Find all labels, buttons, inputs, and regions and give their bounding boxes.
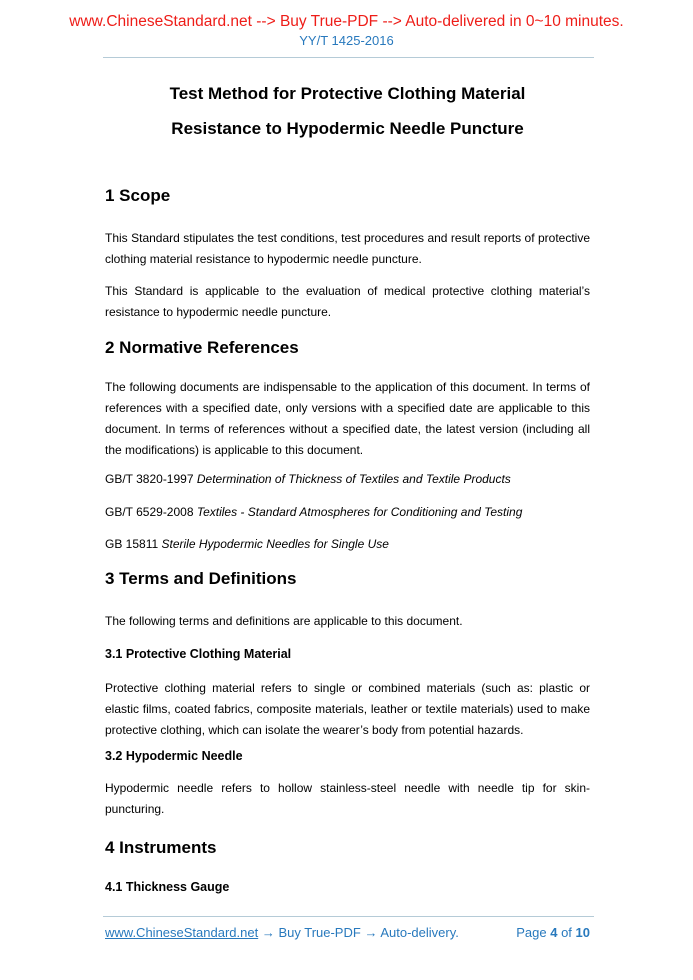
reference-item bbox=[105, 469, 590, 490]
section-2-normative-references-heading: 2 Normative References bbox=[105, 338, 299, 357]
page-indicator bbox=[516, 925, 590, 941]
page-footer bbox=[0, 907, 693, 941]
reference-code: GB 15811 bbox=[105, 537, 159, 551]
arrow-right-icon: → bbox=[364, 925, 378, 940]
scope-paragraph-1: This Standard stipulates the test conditions, test procedures and result reports of protective clothing material resistance to hypodermic needle puncture. bbox=[105, 231, 590, 266]
document-body bbox=[0, 85, 693, 896]
section-3-terms-definitions-heading: 3 Terms and Definitions bbox=[105, 569, 297, 588]
footer-promo bbox=[105, 925, 459, 941]
reference-code: GB/T 6529-2008 bbox=[105, 505, 194, 519]
document-title bbox=[105, 85, 590, 138]
subsection-3-2-body: Hypodermic needle refers to hollow stainless-steel needle with needle tip for skin-puncturing. bbox=[105, 781, 590, 816]
subsection-4-1-heading: 4.1 Thickness Gauge bbox=[105, 880, 230, 894]
reference-title: Sterile Hypodermic Needles for Single Use bbox=[161, 537, 389, 551]
reference-item bbox=[105, 502, 590, 523]
footer-website-link[interactable]: www.ChineseStandard.net bbox=[105, 925, 259, 940]
section-1-scope-heading: 1 Scope bbox=[105, 186, 171, 205]
footer-buy-text: Buy True-PDF bbox=[278, 925, 361, 940]
reference-title: Determination of Thickness of Textiles and Textile Products bbox=[196, 472, 511, 486]
reference-code: GB/T 3820-1997 bbox=[105, 472, 194, 486]
normative-references-paragraph: The following documents are indispensable to the application of this document. In terms of references with a specified date, only versions with a specified date are applicable to this document. In terms of references without a specified date, the latest version (including all the modifications) is applicable to this document. bbox=[105, 380, 590, 457]
subsection-3-2-heading: 3.2 Hypodermic Needle bbox=[105, 749, 243, 763]
footer-delivery-text: Auto-delivery. bbox=[380, 925, 459, 940]
footer-row bbox=[0, 917, 693, 941]
document-title-line-1: Test Method for Protective Clothing Material bbox=[169, 84, 526, 103]
page-header bbox=[0, 13, 693, 58]
reference-item bbox=[105, 534, 590, 555]
subsection-3-1-body: Protective clothing material refers to single or combined materials (such as: plastic or elastic films, coated fabrics, composite materials, leather or textile materials) used to make protective clothing, which can isolate the wearer’s body from potential hazards. bbox=[105, 681, 590, 737]
reference-title: Textiles - Standard Atmospheres for Conditioning and Testing bbox=[196, 505, 523, 519]
header-rule bbox=[103, 57, 594, 58]
document-title-line-2: Resistance to Hypodermic Needle Puncture bbox=[171, 119, 524, 138]
page-current-number: 4 bbox=[550, 925, 558, 940]
arrow-right-icon: → bbox=[261, 925, 275, 940]
page-total-number: 10 bbox=[575, 925, 590, 940]
page-of-label: of bbox=[561, 925, 572, 940]
terms-intro-paragraph: The following terms and definitions are applicable to this document. bbox=[105, 614, 463, 628]
promo-banner: www.ChineseStandard.net --> Buy True-PDF --> Auto-delivered in 0~10 minutes. bbox=[69, 13, 624, 30]
page-label: Page bbox=[516, 925, 547, 940]
subsection-3-1-heading: 3.1 Protective Clothing Material bbox=[105, 647, 292, 661]
scope-paragraph-2: This Standard is applicable to the evaluation of medical protective clothing material’s resistance to hypodermic needle puncture. bbox=[105, 284, 590, 319]
standard-number: YY/T 1425-2016 bbox=[299, 33, 394, 48]
section-4-instruments-heading: 4 Instruments bbox=[105, 838, 217, 857]
